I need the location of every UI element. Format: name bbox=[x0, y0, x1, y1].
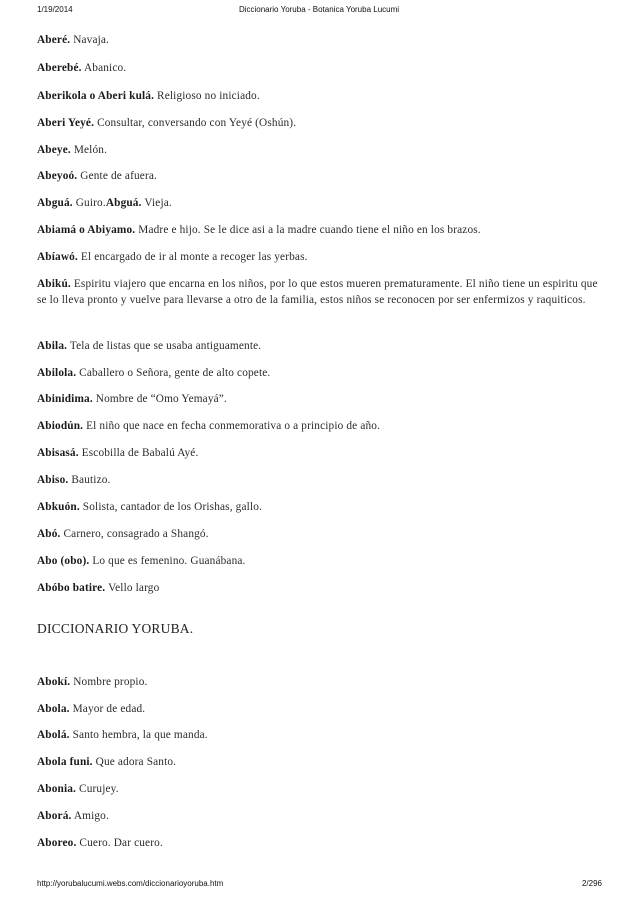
entry-definition: Navaja. bbox=[73, 34, 110, 46]
entry-definition: Curujey. bbox=[79, 783, 119, 795]
entry-term: Aberi Yeyé. bbox=[37, 117, 95, 129]
entry-term: Abo (obo). bbox=[37, 555, 90, 567]
entry bbox=[37, 674, 603, 690]
entry bbox=[37, 142, 603, 158]
entry-term: Aberebé. bbox=[37, 62, 82, 74]
entry bbox=[37, 115, 603, 131]
entry bbox=[37, 418, 603, 434]
print-date: 1/19/2014 bbox=[37, 5, 73, 14]
entry bbox=[37, 754, 603, 770]
entry-term: Abiso. bbox=[37, 474, 69, 486]
entry bbox=[37, 727, 603, 743]
entry-definition: Nombre de “Omo Yemayá”. bbox=[95, 393, 227, 405]
entry-term: Abeyoó. bbox=[37, 170, 78, 182]
entry bbox=[37, 168, 603, 184]
entry-term: Aberikola o Aberi kulá. bbox=[37, 90, 155, 102]
page-title: Diccionario Yoruba - Botanica Yoruba Lucumi bbox=[238, 5, 400, 14]
entry-term: Abokí. bbox=[37, 676, 71, 688]
entry-term: Abóbo batire. bbox=[37, 582, 106, 594]
entry bbox=[37, 445, 603, 461]
entry-definition: Santo hembra, la que manda. bbox=[72, 729, 208, 741]
entry bbox=[37, 195, 603, 211]
entry-term: Abolá. bbox=[37, 729, 70, 741]
entry bbox=[37, 808, 603, 824]
entry bbox=[37, 472, 603, 488]
entry-definition: Solista, cantador de los Orishas, gallo. bbox=[82, 501, 262, 513]
entry-term: Abiodún. bbox=[37, 420, 84, 432]
entry bbox=[37, 32, 603, 48]
entry-definition: Cuero. Dar cuero. bbox=[79, 837, 163, 849]
entry-definition: Lo que es femenino. Guanábana. bbox=[92, 555, 246, 567]
entry-definition: Gente de afuera. bbox=[80, 170, 157, 182]
entry-term: Abikú. bbox=[37, 278, 71, 290]
entry-term: Abíawó. bbox=[37, 251, 78, 263]
entry-term: Abola. bbox=[37, 703, 70, 715]
entry bbox=[37, 526, 603, 542]
entry bbox=[37, 60, 603, 76]
entry-term: Abinidima. bbox=[37, 393, 93, 405]
entry bbox=[37, 391, 603, 407]
entry-term-2: Abguá. bbox=[105, 197, 142, 209]
entry-definition: Vello largo bbox=[108, 582, 160, 594]
entry bbox=[37, 365, 603, 381]
entry-definition: Madre e hijo. Se le dice asi a la madre cuando tiene el niño en los brazos. bbox=[138, 224, 481, 236]
entry-definition: Amigo. bbox=[73, 810, 109, 822]
entry-term: Abiamá o Abiyamo. bbox=[37, 224, 136, 236]
entry-definition: El encargado de ir al monte a recoger las yerbas. bbox=[80, 251, 308, 263]
entry-term: Abola funi. bbox=[37, 756, 93, 768]
entry bbox=[37, 249, 603, 265]
entry bbox=[37, 222, 603, 238]
entry-definition: Abanico. bbox=[83, 62, 127, 74]
entry bbox=[37, 499, 603, 515]
entry bbox=[37, 580, 603, 596]
entry-term: Abila. bbox=[37, 340, 68, 352]
entry-term: Abguá. bbox=[37, 197, 73, 209]
entry-definition: Tela de listas que se usaba antiguamente. bbox=[69, 340, 262, 352]
source-url-link[interactable]: http://yorubalucumi.webs.com/diccionarioyoruba.htm bbox=[37, 879, 224, 888]
entry-term: Abó. bbox=[37, 528, 61, 540]
page-number: 2/296 bbox=[581, 879, 602, 888]
entry-term: Abisasá. bbox=[37, 447, 79, 459]
entry-definition: Guiro. bbox=[75, 197, 106, 209]
entry-term: Abonia. bbox=[37, 783, 77, 795]
section-heading: DICCIONARIO YORUBA. bbox=[37, 621, 194, 636]
entry bbox=[37, 553, 603, 569]
entry-term: Aboreo. bbox=[37, 837, 77, 849]
entry-definition: El niño que nace en fecha conmemorativa o a principio de año. bbox=[86, 420, 381, 432]
entry-definition: Melón. bbox=[73, 144, 108, 156]
entry bbox=[37, 276, 603, 308]
entry-definition: Bautizo. bbox=[71, 474, 111, 486]
entry-definition: Escobilla de Babalú Ayé. bbox=[81, 447, 199, 459]
entry-term: Abeye. bbox=[37, 144, 71, 156]
entry bbox=[37, 835, 603, 851]
entry bbox=[37, 781, 603, 797]
entry-definition: Carnero, consagrado a Shangó. bbox=[63, 528, 209, 540]
entry-definition-2: Vieja. bbox=[144, 197, 172, 209]
entry-definition: Consultar, conversando con Yeyé (Oshún). bbox=[97, 117, 297, 129]
entry-definition: Espiritu viajero que encarna en los niños, por lo que estos mueren prematuramente. El niño tiene un espiritu que se lo lleva pronto y vuelve para llevarse a otro de la familia, estos niños se reconocen por ser enfermizos y raquiticos. bbox=[37, 278, 598, 306]
entry-definition: Religioso no iniciado. bbox=[157, 90, 260, 102]
entry-definition: Nombre propio. bbox=[73, 676, 148, 688]
entry-definition: Caballero o Señora, gente de alto copete. bbox=[79, 367, 271, 379]
entry bbox=[37, 701, 603, 717]
entry-term: Abilola. bbox=[37, 367, 77, 379]
entry-term: Aborá. bbox=[37, 810, 72, 822]
entry-term: Aberé. bbox=[37, 34, 71, 46]
entry-term: Abkuón. bbox=[37, 501, 80, 513]
entry-definition: Que adora Santo. bbox=[95, 756, 177, 768]
entry bbox=[37, 88, 603, 104]
entry bbox=[37, 338, 603, 354]
entry-definition: Mayor de edad. bbox=[72, 703, 146, 715]
